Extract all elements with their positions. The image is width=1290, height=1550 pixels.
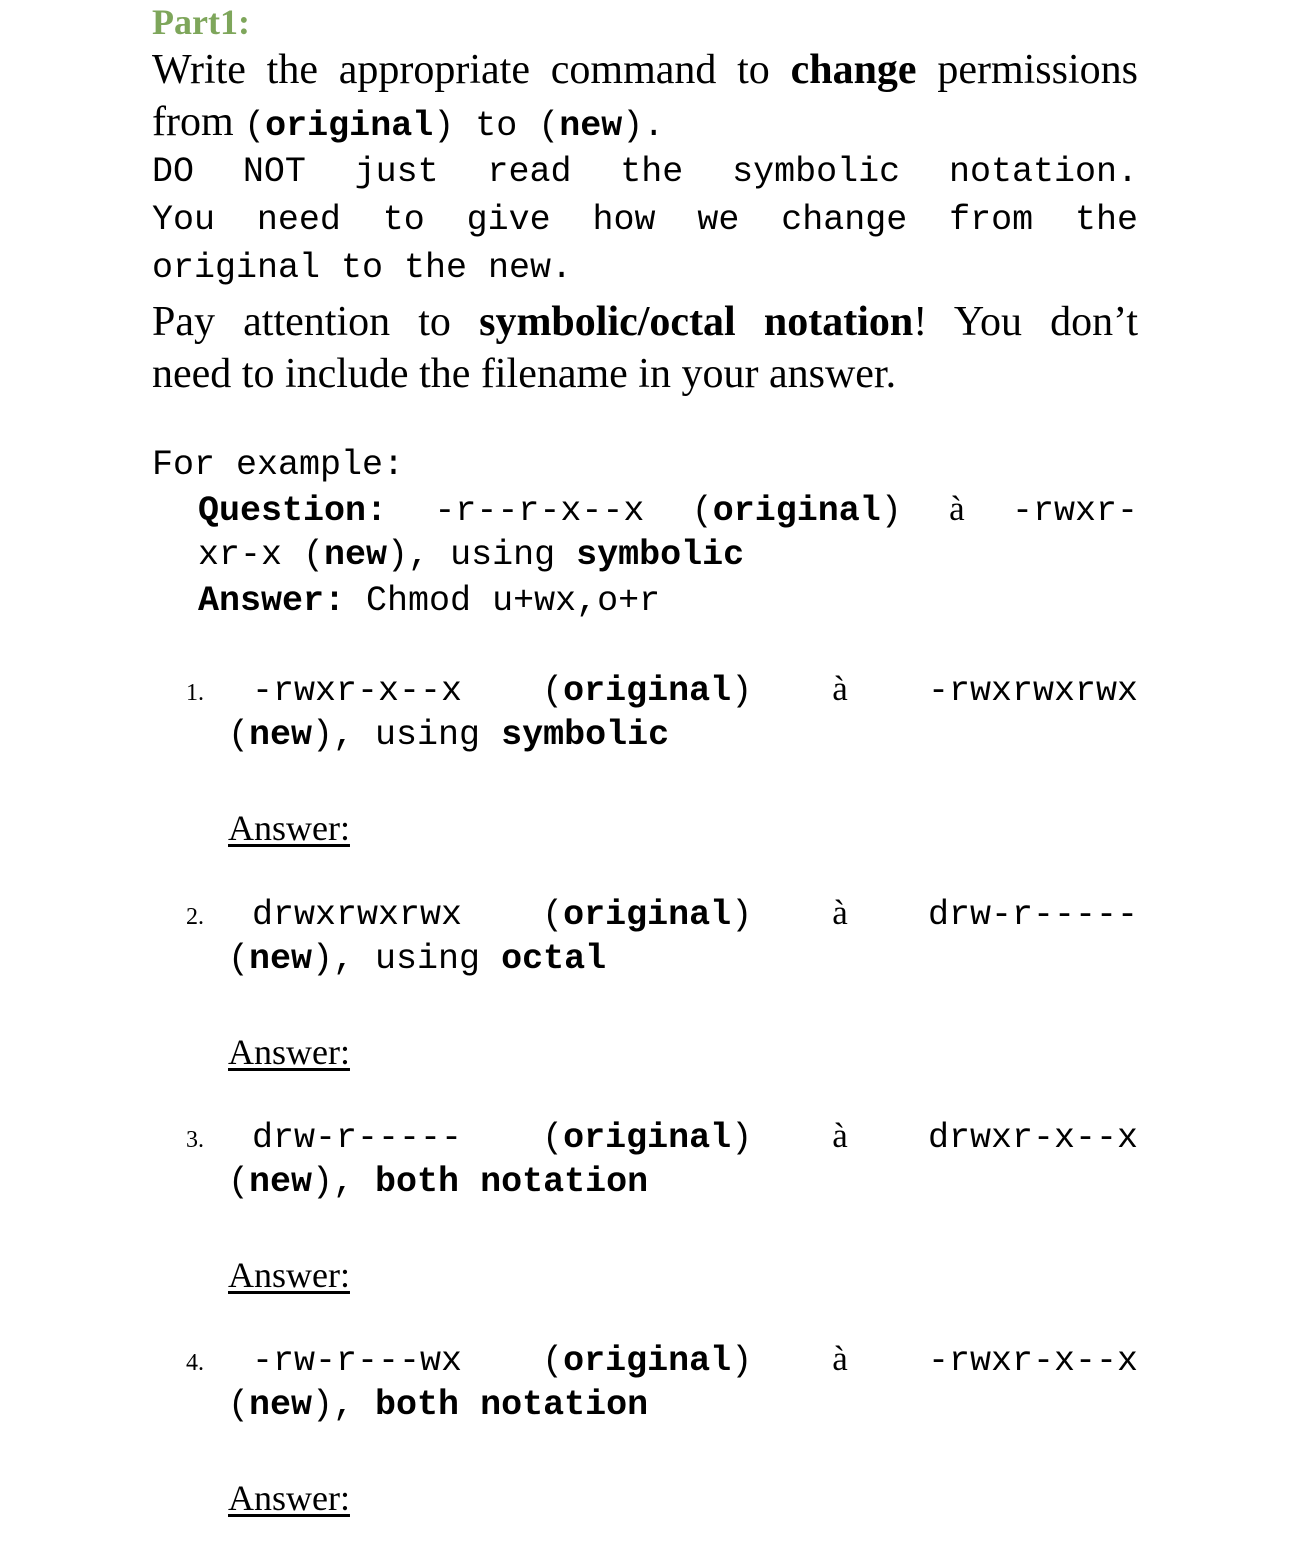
intro-line-2: from (original) to (new). — [152, 99, 665, 146]
example-question-line-2: xr-x (new), using symbolic — [198, 535, 745, 575]
question-3-line-1: drw-r----- (original) à drwxr-x--x — [252, 1116, 1138, 1158]
question-number: 4. — [186, 1350, 204, 1376]
example-question-line-1: Question: -r--r-x--x (original) à -rwxr- — [198, 489, 1138, 531]
question-4-line-2: (new), both notation — [228, 1385, 649, 1425]
intro-line-4: You need to give how we change from the — [152, 200, 1138, 240]
section-heading: Part1: — [152, 2, 250, 42]
question-4-line-1: -rw-r---wx (original) à -rwxr-x--x — [252, 1339, 1138, 1381]
answer-label: Answer: — [228, 1478, 350, 1518]
example-label: For example: — [152, 445, 405, 485]
question-1-line-1: -rwxr-x--x (original) à -rwxrwxrwx — [252, 669, 1138, 711]
intro-line-5: original to the new. — [152, 248, 573, 288]
question-2-line-1: drwxrwxrwx (original) à drw-r----- — [252, 893, 1138, 935]
question-1-line-2: (new), using symbolic — [228, 715, 670, 755]
answer-label: Answer: — [228, 1032, 350, 1072]
question-3-line-2: (new), both notation — [228, 1162, 649, 1202]
example-answer: Answer: Chmod u+wx,o+r — [198, 581, 661, 621]
intro-line-3: DO NOT just read the symbolic notation. — [152, 152, 1138, 192]
intro-line-1: Write the appropriate command to change permissions — [152, 47, 1139, 93]
question-number: 3. — [186, 1127, 204, 1153]
answer-label: Answer: — [228, 1255, 350, 1295]
intro-line-6: Pay attention to symbolic/octal notation! You don’t — [152, 299, 1139, 345]
answer-label: Answer: — [228, 808, 350, 848]
question-number: 2. — [186, 904, 204, 930]
question-2-line-2: (new), using octal — [228, 939, 607, 979]
question-number: 1. — [186, 680, 204, 706]
intro-line-7: need to include the filename in your answer. — [152, 351, 897, 397]
